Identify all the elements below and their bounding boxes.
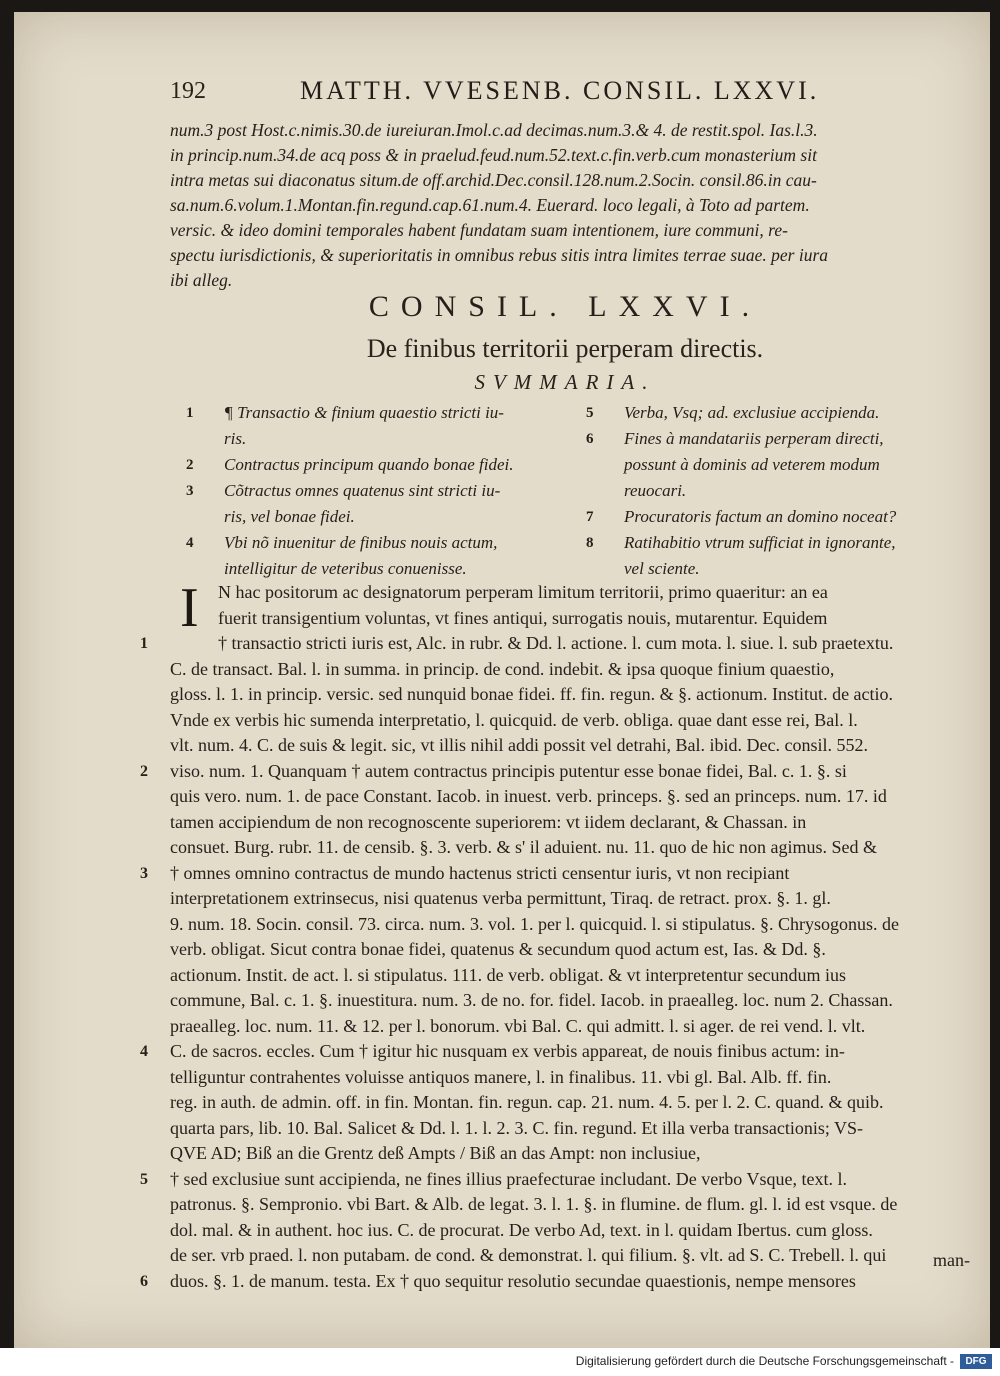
body-line bbox=[140, 1269, 960, 1295]
summaria-text-line: Ratihabitio vtrum sufficiat in ignorante, bbox=[624, 533, 896, 552]
summaria-text-line: ¶ Transactio & finium quaestio stricti iu- bbox=[224, 403, 504, 422]
margin-number: 2 bbox=[140, 762, 148, 780]
top-note-line: versic. & ideo domini temporales habent fundatam suam intentionem, iure communi, re- bbox=[170, 220, 788, 240]
summaria-text-line: Procuratoris factum an domino noceat? bbox=[624, 507, 897, 526]
dfg-logo: DFG bbox=[960, 1354, 992, 1369]
summaria-text-line: vel sciente. bbox=[624, 559, 700, 578]
summaria-item bbox=[180, 400, 580, 452]
body-line bbox=[170, 1065, 960, 1091]
body-line-text: commune, Bal. c. 1. §. inuestitura. num. 3. de no. for. fidel. Iacob. in praealleg. loc. num 2. Chassan. bbox=[170, 990, 893, 1010]
body-line bbox=[170, 1090, 960, 1116]
body-line bbox=[170, 810, 960, 836]
running-title: MATTH. VVESENB. CONSIL. LXXVI. bbox=[300, 76, 820, 105]
body-line bbox=[170, 682, 960, 708]
body-line bbox=[170, 963, 960, 989]
body-line-text: C. de sacros. eccles. Cum † igitur hic nusquam ex verbis appareat, de nouis finibus actum: in- bbox=[170, 1041, 845, 1061]
top-note-line: in princip.num.34.de acq poss & in praelud.feud.num.52.text.c.fin.verb.cum monasterium sit bbox=[170, 145, 817, 165]
digitization-footer bbox=[0, 1348, 1000, 1376]
body-line bbox=[170, 580, 960, 606]
summaria-number: 5 bbox=[586, 405, 594, 421]
body-line-text: praealleg. loc. num. 11. & 12. per l. bonorum. vbi Bal. C. qui admitt. l. si ager. de rei vend. l. vlt. bbox=[170, 1015, 866, 1036]
body-line bbox=[170, 937, 960, 963]
summaria-item bbox=[180, 530, 580, 582]
body-line bbox=[170, 1141, 960, 1167]
summaria-number: 2 bbox=[186, 457, 194, 473]
body-line bbox=[170, 988, 960, 1014]
body-line bbox=[170, 835, 960, 861]
running-head bbox=[170, 74, 960, 114]
body-line bbox=[170, 733, 960, 759]
body-line bbox=[170, 657, 960, 683]
top-note-line: intra metas sui diaconatus situm.de off.archid.Dec.consil.128.num.2.Socin. consil.86.in cau- bbox=[170, 170, 817, 190]
body-line bbox=[140, 631, 960, 657]
margin-number: 3 bbox=[140, 864, 148, 882]
body-line-text: gloss. l. 1. in princip. versic. sed nunquid bonae fidei. ff. fin. regun. & §. actionum. Institut. de actio. bbox=[170, 684, 894, 704]
summaria-text-line: ris, vel bonae fidei. bbox=[224, 507, 355, 526]
margin-number: 4 bbox=[140, 1043, 148, 1060]
folio-number: 192 bbox=[170, 78, 206, 104]
body-line-text: reg. in auth. de admin. off. in fin. Montan. fin. regun. cap. 21. num. 4. 5. per l. 2. C. quand. & quib. bbox=[170, 1092, 884, 1112]
summaria-label: SVMMARIA. bbox=[474, 370, 656, 394]
body-line-text: † omnes omnino contractus de mundo hactenus stricti censentur iuris, vt non recipiant bbox=[170, 862, 790, 883]
summaria-text-line: possunt à dominis ad veterem modum bbox=[624, 455, 880, 474]
body-line-text: quis vero. num. 1. de pace Constant. Iacob. in inuest. verb. princeps. §. sed an princeps. num. 17. id bbox=[170, 786, 887, 806]
body-line-text: C. de transact. Bal. l. in summa. in princip. de cond. indebit. & ipsa quoque finium quaestio, bbox=[170, 658, 835, 679]
body-line-text: duos. §. 1. de manum. testa. Ex † quo sequitur resolutio secundae quaestionis, nempe mensores bbox=[170, 1270, 856, 1291]
body-line-text: † sed exclusiue sunt accipienda, ne fines illius praefecturae includant. De verbo Vsque, text. l. bbox=[170, 1168, 847, 1189]
body-line bbox=[170, 1243, 960, 1269]
consil-title: CONSIL. LXXVI. bbox=[368, 290, 762, 323]
body-line bbox=[140, 759, 960, 785]
body-line-text: telliguntur contrahentes voluisse antiquos manere, l. in finalibus. 11. vbi gl. Bal. Alb. ff. fin. bbox=[170, 1066, 832, 1087]
body-line-text: verb. obligat. Sicut contra bonae fidei, quatenus & secundum quod actum est, Ias. & Dd. §. bbox=[170, 939, 826, 959]
body-line-text: de ser. vrb praed. l. non putabam. de cond. & demonstrat. l. qui filium. §. vlt. ad S. C. Trebell. l. qui bbox=[170, 1245, 887, 1265]
body-line-text: interpretationem extrinsecus, nisi quatenus verba permittunt, Tiraq. de retract. prox. §. 1. gl. bbox=[170, 888, 831, 908]
body-line bbox=[170, 784, 960, 810]
body-line-text: QVE AD; Biß an die Grentz deß Ampts / Biß an das Ampt: non inclusiue, bbox=[170, 1143, 701, 1163]
margin-number: 1 bbox=[140, 635, 148, 652]
catchword: man- bbox=[933, 1250, 970, 1270]
footer-credit: Digitalisierung gefördert durch die Deutsche Forschungsgemeinschaft - bbox=[575, 1354, 954, 1368]
body-line-text: viso. num. 1. Quanquam † autem contractus principis putentur esse bonae fidei, Bal. c. 1. §. si bbox=[170, 760, 847, 781]
body-line-text: consuet. Burg. rubr. 11. de censib. §. 3. verb. & s' il aduient. nu. 11. quo de hic non agimus. Sed & bbox=[170, 837, 877, 857]
consil-subtitle: De finibus territorii perperam directis. bbox=[366, 334, 764, 363]
summaria-item bbox=[580, 400, 970, 426]
summaria-item bbox=[580, 426, 970, 504]
body-text bbox=[140, 577, 960, 1294]
body-line-text: actionum. Instit. de act. l. si stipulatus. 111. de verb. obligat. & vt interpretentur secundum ius bbox=[170, 964, 847, 985]
drop-cap: I bbox=[180, 577, 199, 639]
top-note-line: spectu iurisdictionis, & superioritatis in omnibus rebus sitis intra limites terrae suae. per iura bbox=[170, 245, 829, 265]
body-line-text: tamen accipiendum de non recognoscente superiorem: vt iidem declarant, & Chassan. in bbox=[170, 811, 807, 832]
body-line bbox=[140, 1039, 960, 1065]
body-line-text: Vnde ex verbis hic sumenda interpretatio, l. quicquid. de verb. obliga. quae dant esse rei, Bal. l. bbox=[170, 709, 858, 730]
summaria-number: 6 bbox=[586, 431, 594, 447]
body-line-text: quarta pars, lib. 10. Bal. Salicet & Dd. l. 1. l. 2. 3. C. fin. regund. Et illa verba transactionis; VS- bbox=[170, 1117, 864, 1138]
top-notes bbox=[170, 118, 960, 293]
body-line-text: fuerit transigentium voluntas, vt fines antiqui, surrogatis nouis, mutarentur. Equidem bbox=[218, 607, 828, 628]
summaria-item bbox=[180, 452, 580, 478]
summaria-number: 8 bbox=[586, 535, 594, 551]
body-line bbox=[140, 861, 960, 887]
margin-number: 6 bbox=[140, 1272, 148, 1290]
body-line-text: vlt. num. 4. C. de suis & legit. sic, vt illis nihil addi possit vel detrahi, Bal. ibid. Dec. consil. 552. bbox=[170, 735, 868, 755]
summaria-text-line: Fines à mandatariis perperam directi, bbox=[624, 429, 884, 448]
summaria-text-line: Vbi nõ inuenitur de finibus nouis actum, bbox=[224, 533, 498, 552]
summaria-text-line: reuocari. bbox=[624, 481, 687, 500]
margin-number: 5 bbox=[140, 1170, 148, 1188]
summaria-text-line: intelligitur de veteribus conuenisse. bbox=[224, 559, 467, 578]
body-line bbox=[170, 1218, 960, 1244]
summaria-text-line: Verba, Vsq; ad. exclusiue accipienda. bbox=[624, 403, 880, 422]
top-note-line: num.3 post Host.c.nimis.30.de iureiuran.Imol.c.ad decimas.num.3.& 4. de restit.spol. Ias.l.3. bbox=[170, 120, 818, 140]
body-line bbox=[170, 606, 960, 632]
body-line-text: 9. num. 18. Socin. consil. 73. circa. num. 3. vol. 1. per l. quicquid. l. si stipulatus. §. Chrysogonus. de bbox=[170, 913, 899, 934]
body-line bbox=[170, 1116, 960, 1142]
body-line bbox=[170, 912, 960, 938]
summaria-item bbox=[580, 504, 970, 530]
summaria-number: 3 bbox=[186, 483, 194, 499]
top-note-line: sa.num.6.volum.1.Montan.fin.regund.cap.61.num.4. Euerard. loco legali, à Toto ad partem. bbox=[170, 195, 810, 215]
body-line bbox=[140, 1167, 960, 1193]
summaria-right-column bbox=[580, 400, 970, 582]
body-line-text: N hac positorum ac designatorum perperam limitum territorii, primo quaeritur: an ea bbox=[218, 582, 828, 602]
body-line bbox=[170, 708, 960, 734]
summaria-number: 1 bbox=[186, 405, 194, 421]
summaria-text-line: Cõtractus omnes quatenus sint stricti iu- bbox=[224, 481, 501, 500]
body-line bbox=[170, 1014, 960, 1040]
summaria-number: 4 bbox=[186, 535, 194, 551]
summaria-text-line: Contractus principum quando bonae fidei. bbox=[224, 455, 514, 474]
summaria-left-column bbox=[180, 400, 580, 582]
top-note-line: ibi alleg. bbox=[170, 270, 233, 290]
body-line-text: dol. mal. & in authent. hoc ius. C. de procurat. De verbo Ad, text. in l. quidam Ibertus. cum gloss. bbox=[170, 1219, 873, 1240]
body-line-text: patronus. §. Sempronio. vbi Bart. & Alb. de legat. 3. l. 1. §. in flumine. de flum. gl. l. id est vsque. de bbox=[170, 1194, 898, 1214]
summaria-text-line: ris. bbox=[224, 429, 247, 448]
summaria-item bbox=[180, 478, 580, 530]
body-line bbox=[170, 886, 960, 912]
body-line-text: † transactio stricti iuris est, Alc. in rubr. & Dd. l. actione. l. cum mota. l. siue. l. sub praetextu. bbox=[218, 633, 894, 653]
body-line bbox=[170, 1192, 960, 1218]
summaria-item bbox=[580, 530, 970, 582]
summaria-number: 7 bbox=[586, 509, 594, 525]
